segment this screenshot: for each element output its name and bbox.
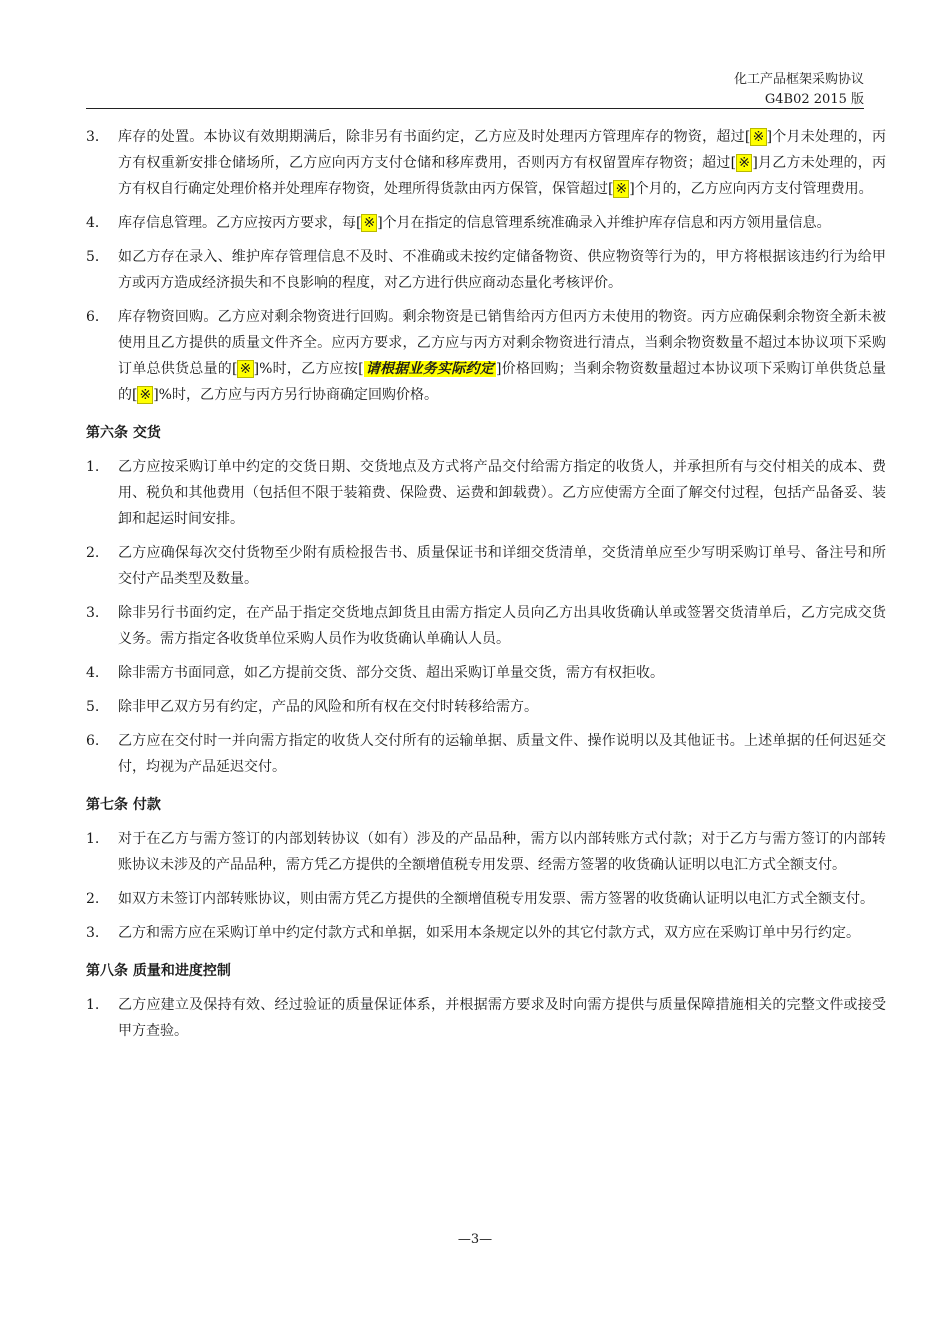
clause-inventory-info	[86, 210, 886, 236]
item-number: 2.	[86, 545, 100, 561]
item-number: 1.	[86, 459, 100, 475]
clause-number: 6．	[86, 309, 109, 325]
clause-inventory-violation	[86, 244, 886, 296]
placeholder-mark[interactable]: ※	[239, 361, 252, 377]
placeholder-mark[interactable]: ※	[363, 215, 376, 231]
clause-text: ]价格回购；当剩余物资数量超过本协议项下采购订单供货总量的[	[118, 361, 887, 403]
business-note-mark[interactable]: 请根据业务实际约定	[365, 361, 494, 377]
list-item	[86, 660, 886, 686]
placeholder-mark[interactable]: ※	[738, 155, 751, 171]
item-text: 除非另行书面约定，在产品于指定交货地点卸货且由需方指定人员向乙方出具收货确认单或签署交货清单后，乙方完成交货义务。需方指定各收货单位采购人员作为收货确认单确认人员。	[118, 605, 886, 647]
list-item	[86, 886, 886, 912]
item-text: 如双方未签订内部转账协议，则由需方凭乙方提供的全额增值税专用发票、需方签署的收货确认证明以电汇方式全额支付。	[118, 891, 874, 907]
section-heading-delivery: 第六条 交货	[86, 425, 161, 441]
list-item	[86, 920, 886, 946]
document-title: 化工产品框架采购协议	[733, 72, 864, 87]
item-text: 乙方应在交付时一并向需方指定的收货人交付所有的运输单据、质量文件、操作说明以及其他证书。上述单据的任何迟延交付，均视为产品延迟交付。	[118, 733, 886, 775]
clause-text: 库存信息管理。乙方应按丙方要求，每[	[118, 215, 362, 231]
item-number: 5.	[86, 699, 100, 715]
section-heading-quality: 第八条 质量和进度控制	[86, 963, 231, 979]
placeholder-mark[interactable]: ※	[139, 387, 152, 403]
item-number: 1.	[86, 831, 100, 847]
item-text: 乙方应确保每次交付货物至少附有质检报告书、质量保证书和详细交货清单，交货清单应至少写明采购订单号、备注号和所交付产品类型及数量。	[118, 545, 886, 587]
section-heading-payment: 第七条 付款	[86, 797, 161, 813]
item-text: 乙方应建立及保持有效、经过验证的质量保证体系，并根据需方要求及时向需方提供与质量保障措施相关的完整文件或接受甲方查验。	[118, 997, 886, 1039]
clause-text: ]%时，乙方应与丙方另行协商确定回购价格。	[153, 387, 438, 403]
item-text: 除非甲乙双方另有约定，产品的风险和所有权在交付时转移给需方。	[118, 699, 538, 715]
placeholder-mark[interactable]: ※	[615, 181, 628, 197]
header-divider	[86, 108, 864, 109]
document-body	[86, 124, 886, 1052]
placeholder-mark[interactable]: ※	[752, 129, 765, 145]
clause-text: 库存的处置。本协议有效期期满后，除非另有书面约定，乙方应及时处理丙方管理库存的物资，超过[	[118, 129, 751, 145]
clause-text: ]%时，乙方应按[	[253, 361, 364, 377]
clause-text: ]个月的，乙方应向丙方支付管理费用。	[629, 181, 873, 197]
list-item	[86, 992, 886, 1044]
list-item	[86, 728, 886, 780]
item-number: 2.	[86, 891, 100, 907]
clause-text: 库存物资回购。乙方应对剩余物资进行回购。剩余物资是已销售给丙方但丙方未使用的物资。丙方应确保剩余物资全新未被使用且乙方提供的质量文件齐全。应丙方要求，乙方应与丙方对剩余物资进行清点，当剩余物资数量不超过本协议项下采购订单总供货总量的[	[118, 309, 886, 377]
list-item	[86, 454, 886, 532]
item-text: 除非需方书面同意，如乙方提前交货、部分交货、超出采购订单量交货，需方有权拒收。	[118, 665, 664, 681]
clause-text: ]个月未处理的，丙方有权重新安排仓储场所，乙方应向丙方支付仓储和移库费用，否则丙方有权留置库存物资；超过[	[118, 129, 886, 171]
clause-number: 5．	[86, 249, 109, 265]
item-text: 对于在乙方与需方签订的内部划转协议（如有）涉及的产品品种，需方以内部转账方式付款；对于乙方与需方签订的内部转账协议未涉及的产品品种，需方凭乙方提供的全额增值税专用发票、经需方签署的收货确认证明以电汇方式全额支付。	[118, 831, 886, 873]
item-number: 3.	[86, 605, 100, 621]
list-item	[86, 826, 886, 878]
item-number: 3.	[86, 925, 100, 941]
clause-inventory-buyback	[86, 304, 886, 408]
clause-text: 如乙方存在录入、维护库存管理信息不及时、不准确或未按约定储备物资、供应物资等行为的，甲方将根据该违约行为给甲方或丙方造成经济损失和不良影响的程度，对乙方进行供应商动态量化考核评价。	[118, 249, 886, 291]
list-item	[86, 600, 886, 652]
item-text: 乙方应按采购订单中约定的交货日期、交货地点及方式将产品交付给需方指定的收货人，并承担所有与交付相关的成本、费用、税负和其他费用（包括但不限于装箱费、保险费、运费和卸载费）。乙方应使需方全面了解交付过程，包括产品备妥、装卸和起运时间安排。	[118, 459, 886, 527]
document-code: G4B02 2015 版	[764, 92, 864, 107]
clause-inventory-disposal	[86, 124, 886, 202]
clause-text: ]月乙方未处理的，丙方有权自行确定处理价格并处理库存物资，处理所得货款由丙方保管，保管超过[	[118, 155, 886, 197]
page-number: —3—	[457, 1232, 493, 1247]
item-number: 6.	[86, 733, 100, 749]
list-item	[86, 694, 886, 720]
clause-number: 3．	[86, 129, 109, 145]
clause-text: ]个月在指定的信息管理系统准确录入并维护库存信息和丙方领用量信息。	[377, 215, 831, 231]
item-text: 乙方和需方应在采购订单中约定付款方式和单据，如采用本条规定以外的其它付款方式，双方应在采购订单中另行约定。	[118, 925, 860, 941]
list-item	[86, 540, 886, 592]
item-number: 4.	[86, 665, 100, 681]
clause-number: 4．	[86, 215, 109, 231]
item-number: 1.	[86, 997, 100, 1013]
